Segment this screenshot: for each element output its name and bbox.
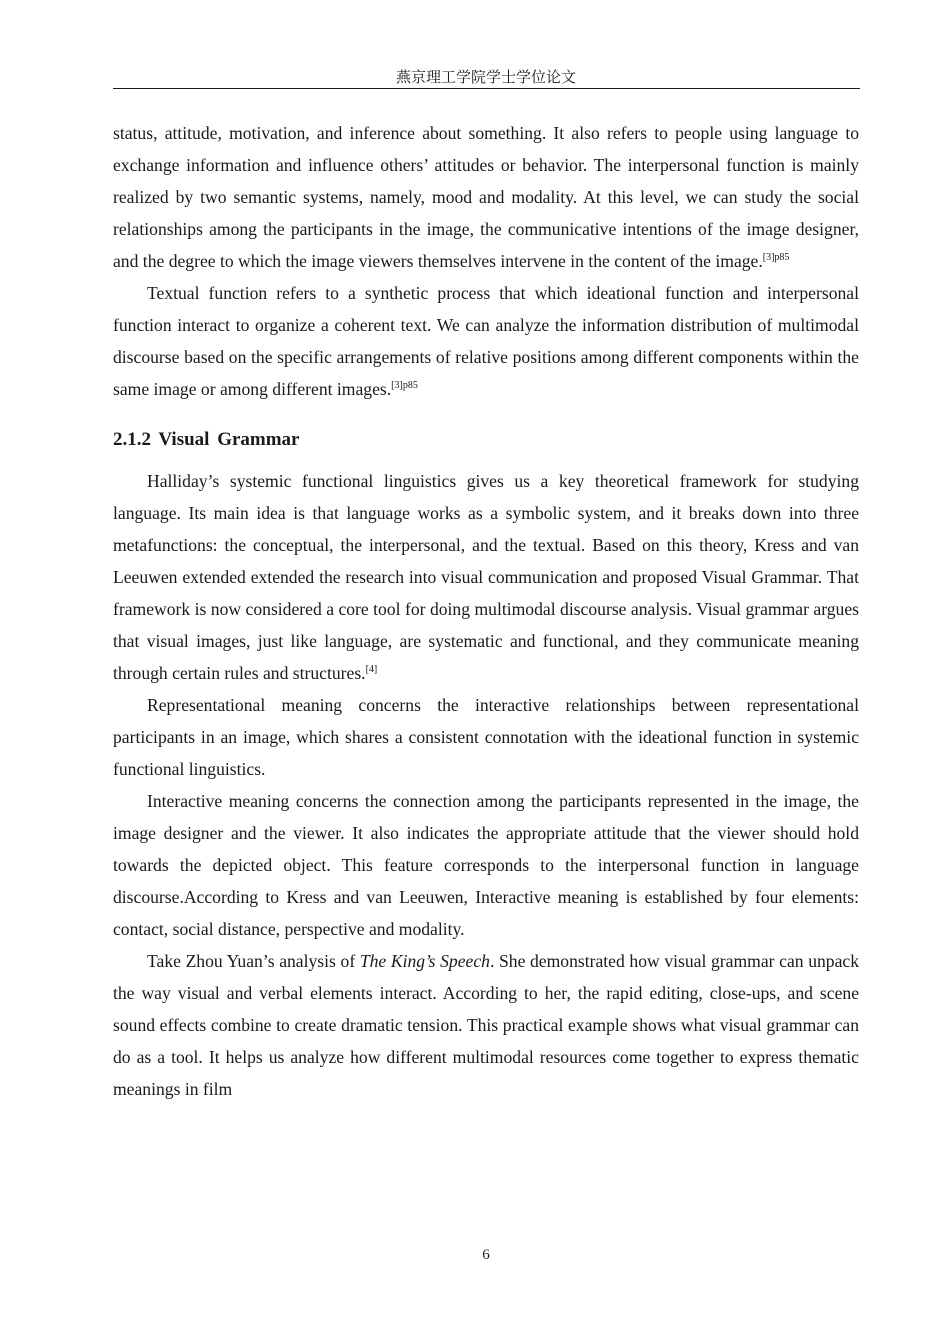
section-heading: 2.1.2 Visual Grammar (113, 429, 300, 450)
paragraph-text-after: . She demonstrated how visual grammar can unpack the way visual and verbal elements interact. According to her, the rapid editing, close-ups, and scene sound effects combine to create dramatic tension. This practical example shows what visual grammar can do as a tool. It helps us analyze how different multimodal resources come together to express thematic meanings in film (113, 951, 859, 1099)
body-text (113, 117, 859, 1105)
paragraph-representational-meaning (113, 689, 859, 785)
citation: [3]p85 (762, 252, 790, 263)
header-rule (113, 88, 860, 89)
running-header: 燕京理工学院学士学位论文 (395, 68, 576, 86)
paragraph-visual-grammar (113, 465, 859, 689)
paragraph-text: Representational meaning concerns the interactive relationships between representational participants in an image, which shares a consistent connotation with the ideational function in systemic functional linguistics. (113, 695, 859, 779)
paragraph-kings-speech-example (113, 945, 859, 1105)
citation: [4] (365, 664, 378, 675)
film-title: The King’s Speech (359, 951, 490, 971)
paragraph-textual-function (113, 277, 859, 405)
paragraph-text: Textual function refers to a synthetic process that which ideational function and interpersonal function interact to organize a coherent text. We can analyze the information distribution of multimodal discourse based on the specific arrangements of relative positions among different components within the same image or among different images. (113, 283, 859, 399)
paragraph-interactive-meaning (113, 785, 859, 945)
paragraph-text: status, attitude, motivation, and inference about something. It also refers to people using language to exchange information and influence others’ attitudes or behavior. The interpersonal function is mainly realized by two semantic systems, namely, mood and modality. At this level, we can study the social relationships among the participants in the image, the communicative intentions of the image designer, and the degree to which the image viewers themselves intervene in the content of the image. (113, 123, 859, 271)
paragraph-text: Interactive meaning concerns the connection among the participants represented in the image, the image designer and the viewer. It also indicates the appropriate attitude that the viewer should hold towards the depicted object. This feature corresponds to the interpersonal function in language discourse.According to Kress and van Leeuwen, Interactive meaning is established by four elements: contact, social distance, perspective and modality. (113, 791, 859, 939)
citation: [3]p85 (391, 380, 418, 391)
paragraph-text-before: Take Zhou Yuan’s analysis of (147, 951, 360, 971)
paragraph-text: Halliday’s systemic functional linguistics gives us a key theoretical framework for studying language. Its main idea is that language works as a symbolic system, and it breaks down into three metafunctions: the conceptual, the interpersonal, and the textual. Based on this theory, Kress and van Leeuwen extended extended the research into visual communication and proposed Visual Grammar. That framework is now considered a core tool for doing multimodal discourse analysis. Visual grammar argues that visual images, just like language, are systematic and functional, and they communicate meaning through certain rules and structures. (113, 471, 859, 683)
paragraph-interpersonal-continued (113, 117, 859, 277)
page-number: 6 (482, 1247, 490, 1263)
